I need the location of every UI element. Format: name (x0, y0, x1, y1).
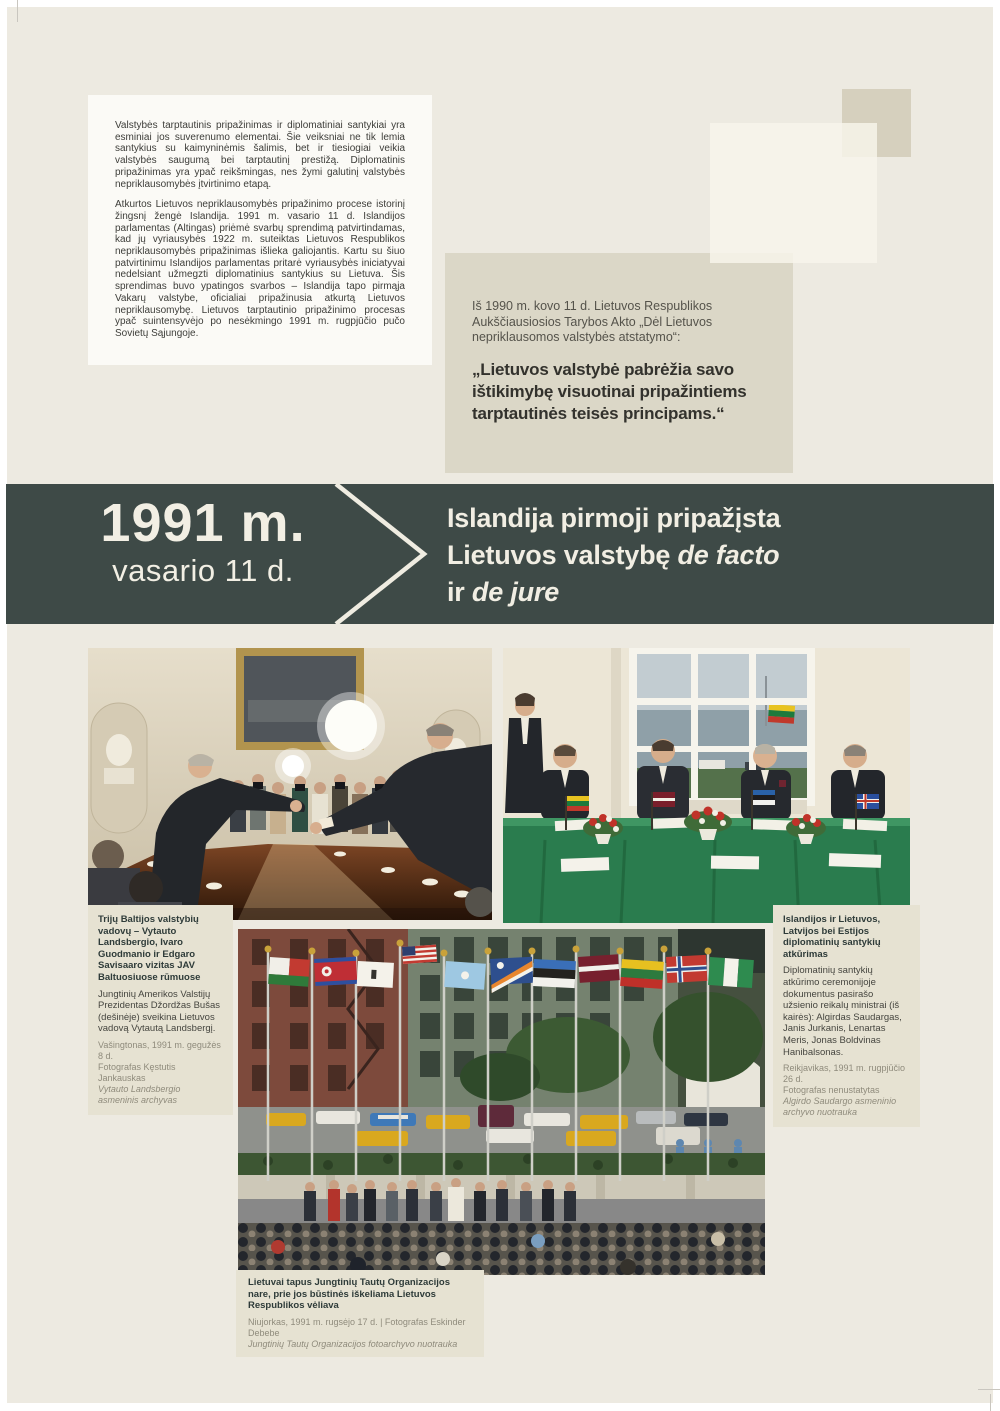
caption-credit (98, 1040, 223, 1106)
un-photo-illustration (238, 929, 765, 1275)
banner-day: vasario 11 d. (112, 553, 294, 588)
crop-mark-bottom-right-h (978, 1389, 1000, 1390)
intro-paragraph-2: Atkurtos Lietuvos nepriklausomybės pripažinimo procese istorinį žingsnį žengė Islandija. 1991 m. vasario 11 d. Islandijos parlamentas (Altingas) priėmė svarbų sprendimą patvirtindamas, kad jų vyriausybės 1922 m. suteiktas Lietuvos Respublikos nepriklausomybės pripažinimas išlieka galiojantis. Kartu su šiuo patvirtinimu Islandijos parlamentas pritarė vyriausybės iniciatyvai nedelsiant užmegzti diplomatinius santykius su Lietuva. Šis sprendimas buvo ypatingos svarbos – Islandija tapo pirmąja Vakarų valstybe, oficialiai pripažinusia atkurtą Lietuvos nepriklausomybę. Lietuvos tarptautinio pripažinimo procesas ypač suintensyvėjo po nesėkmingo 1991 m. rugpjūčio pučo Sovietų Sąjungoje. (115, 199, 405, 339)
caption-credit (248, 1317, 472, 1350)
quote-text: „Lietuvos valstybė pabrėžia savo ištikimybę visuotinai pripažintiems tarptautinės teisės principams.“ (472, 359, 747, 423)
quote-panel (445, 253, 793, 473)
caption-white-house (88, 905, 233, 1115)
crop-mark-top-left (17, 0, 18, 22)
signing-photo-illustration (503, 648, 910, 923)
headline-line2: Lietuvos valstybę (447, 540, 678, 570)
headline-line1: Islandija pirmoji pripažįsta (447, 503, 781, 533)
caption-body: Diplomatinių santykių atkūrimo ceremonijoje dokumentus pasirašo užsienio reikalų ministrai (iš kairės): Algirdas Saudargas, Janis Jurkanis, Lenartas Meris, Jonas Boldvinas Hanibalsonas. (783, 965, 902, 1058)
caption-title: Islandijos ir Lietuvos, Latvijos bei Estijos diplomatinių santykių atkūrimas (783, 914, 881, 960)
caption-title: Lietuvai tapus Jungtinių Tautų Organizacijos nare, prie jos būstinės iškeliama Lietuvos Respublikos vėliava (248, 1277, 450, 1312)
credit-photographer: Fotografas Kęstutis Jankauskas (98, 1061, 176, 1083)
headline-de-jure: de jure (471, 577, 560, 607)
credit-location-date: Vašingtonas, 1991 m. gegužės 8 d. (98, 1039, 221, 1061)
banner-headline (447, 500, 780, 611)
headline-line3: ir (447, 577, 472, 607)
credit-source: Algirdo Saudargo asmeninio archyvo nuotrauka (783, 1096, 897, 1118)
white-house-photo-illustration (88, 648, 492, 920)
white-house-photo (88, 648, 492, 920)
decorative-square-light (710, 123, 877, 263)
caption-credit (783, 1063, 910, 1118)
intro-panel (88, 95, 432, 365)
quote-source-line: Iš 1990 m. kovo 11 d. Lietuvos Respublikos Aukščiausiosios Tarybos Akto „Dėl Lietuvos nepriklausomos valstybės atstatymo“: (472, 299, 713, 344)
caption-reykjavik (773, 905, 920, 1127)
caption-body: Jungtinių Amerikos Valstijų Prezidentas Džordžas Bušas (dešinėje) sveikina Lietuvos vadovą Vytautą Landsbergį. (98, 988, 220, 1035)
intro-paragraph-1: Valstybės tarptautinis pripažinimas ir diplomatiniai santykiai yra esminiai jos suverenumo elementai. Šie veiksniai ne tik lemia santykius su kaimyninėmis šalimis, bet ir tiesiogiai veikia valstybės saugumą bei tarptautinį prestižą. Diplomatinis pripažinimas yra ypač reikšmingas, nes žymi galutinį valstybės nepriklausomybės įtvirtinimo etapą. (115, 120, 405, 190)
credit-source: Jungtinių Tautų Organizacijos fotoarchyvo nuotrauka (248, 1338, 458, 1349)
un-flags-photo (238, 929, 765, 1275)
date-banner (6, 484, 994, 624)
banner-date-block (80, 494, 326, 590)
crop-mark-bottom-right-v (990, 1394, 991, 1411)
banner-year: 1991 m. (100, 493, 306, 553)
credit-photographer: Fotografas nenustatytas (783, 1085, 880, 1096)
credit-source: Vytauto Landsbergio asmeninis archyvas (98, 1083, 181, 1105)
caption-un (236, 1270, 484, 1357)
headline-de-facto: de facto (677, 540, 780, 570)
caption-title: Trijų Baltijos valstybių vadovų – Vytauto Landsbergio, Ivaro Guodmanio ir Edgaro Savisaaro vizitas JAV Baltuosiuose rūmuose (98, 914, 201, 983)
chevron-right-icon (328, 484, 438, 624)
credit-location-date: Reikjavikas, 1991 m. rugpjūčio 26 d. (783, 1063, 906, 1085)
credit-location-date: Niujorkas, 1991 m. rugsėjo 17 d. | Fotografas Eskinder Debebe (248, 1316, 466, 1338)
signing-ceremony-photo (503, 648, 910, 923)
